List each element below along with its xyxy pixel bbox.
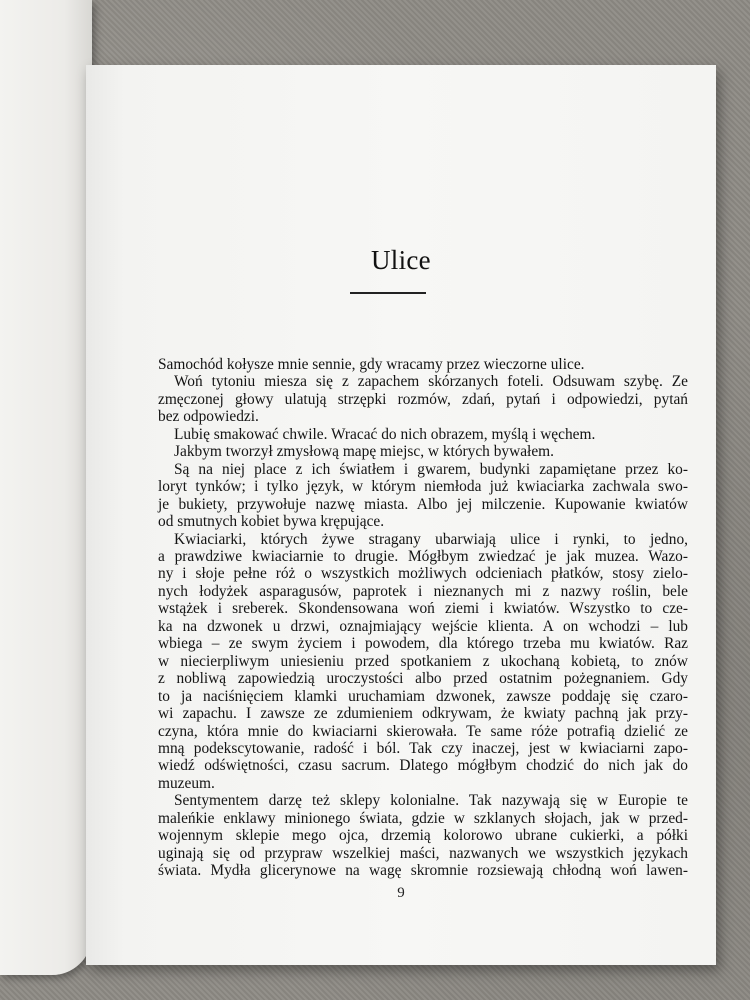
chapter-body-text	[158, 356, 688, 880]
text-line: czyna, która mnie do kwiaciarni skierowała. Te same róże potrafią dzielić ze	[158, 722, 688, 740]
title-underline	[350, 292, 426, 294]
text-line: z nobliwą zapowiedzią uroczystości albo przed ostatnim pożegnaniem. Gdy	[158, 670, 688, 688]
text-line: je bukiety, przywołuje nazwę miasta. Albo jej milczenie. Kupowanie kwiatów	[158, 495, 688, 513]
chapter-title: Ulice	[371, 245, 431, 275]
text-line: wbiega – ze swym życiem i powodem, dla którego trzeba mu kwiatów. Raz	[158, 635, 688, 653]
text-line: a prawdziwe kwiaciarnie to drugie. Mógłbym zwiedzać je jak muzea. Wazo-	[158, 547, 688, 565]
text-line: Sentymentem darzę też sklepy kolonialne. Tak nazywają się w Europie te	[174, 792, 688, 810]
text-line: loryt tynków; i tylko język, w którym niemłoda już kwiaciarka zachwala swo-	[158, 478, 688, 496]
text-line: zmęczonej głowy ulatują strzępki rozmów, zdań, pytań i odpowiedzi, pytań	[158, 390, 688, 408]
text-line: uginają się od przypraw wszelkiej maści, nazwanych we wszystkich językach	[158, 844, 688, 862]
text-line: wiedź odświętności, czasu sacrum. Dlatego mógłbym chodzić do nich jak do	[158, 757, 688, 775]
text-line: świata. Mydła glicerynowe na wagę skromnie rozsiewają chłodną woń lawen-	[158, 862, 688, 880]
text-line: ny i słoje pełne róż o wszystkich możliwych odcieniach płatków, stosy zielo-	[158, 565, 688, 583]
text-line: od smutnych kobiet bywa krępujące.	[158, 513, 385, 531]
text-line: wstążek i sreberek. Skondensowana woń ziemi i kwiatów. Wszystko to cze-	[158, 600, 688, 618]
text-line: Woń tytoniu miesza się z zapachem skórzanych foteli. Odsuwam szybę. Ze	[174, 373, 688, 391]
text-line: Jakbym tworzył zmysłową mapę miejsc, w których bywałem.	[174, 443, 554, 461]
text-line: bez odpowiedzi.	[158, 408, 259, 426]
text-line: mną podekscytowanie, radość i ból. Tak czy inaczej, jest w kwiaciarni zapo-	[158, 739, 688, 757]
text-line: Są na niej place z ich światłem i gwarem, budynki zapamiętane przez ko-	[174, 460, 688, 478]
text-line: maleńkie enklawy minionego świata, gdzie w szklanych słojach, jak w przed-	[158, 809, 688, 827]
text-line: wi zapachu. I zawsze ze zdumieniem odkrywam, że kwiaty pachną jak przy-	[158, 705, 688, 723]
text-line: Lubię smakować chwile. Wracać do nich obrazem, myślą i węchem.	[174, 425, 596, 443]
text-line: Kwiaciarki, których żywe stragany ubarwiają ulice i rynki, to jedno,	[174, 530, 688, 548]
facing-left-page	[0, 0, 92, 975]
text-line: Samochód kołysze mnie sennie, gdy wracamy przez wieczorne ulice.	[158, 356, 585, 373]
text-line: to ja naciśnięciem klamki uruchamiam dzwonek, zawsze poddaję się czaro-	[158, 687, 688, 705]
text-line: nych łodyżek asparagusów, paprotek i nieznanych mi z nazwy roślin, bele	[158, 582, 688, 600]
text-line: w niecierpliwym uniesieniu przed spotkaniem z ukochaną kobietą, to znów	[158, 652, 688, 670]
text-line: muzeum.	[158, 774, 215, 792]
text-line: ka na dzwonek u drzwi, oznajmiający wejście klienta. A on wchodzi – lub	[158, 617, 688, 635]
book-page	[86, 65, 716, 965]
text-line: wojennym sklepie mego ojca, drzemią kolorowo ubrane cukierki, a półki	[158, 827, 688, 845]
page-number: 9	[397, 885, 405, 901]
